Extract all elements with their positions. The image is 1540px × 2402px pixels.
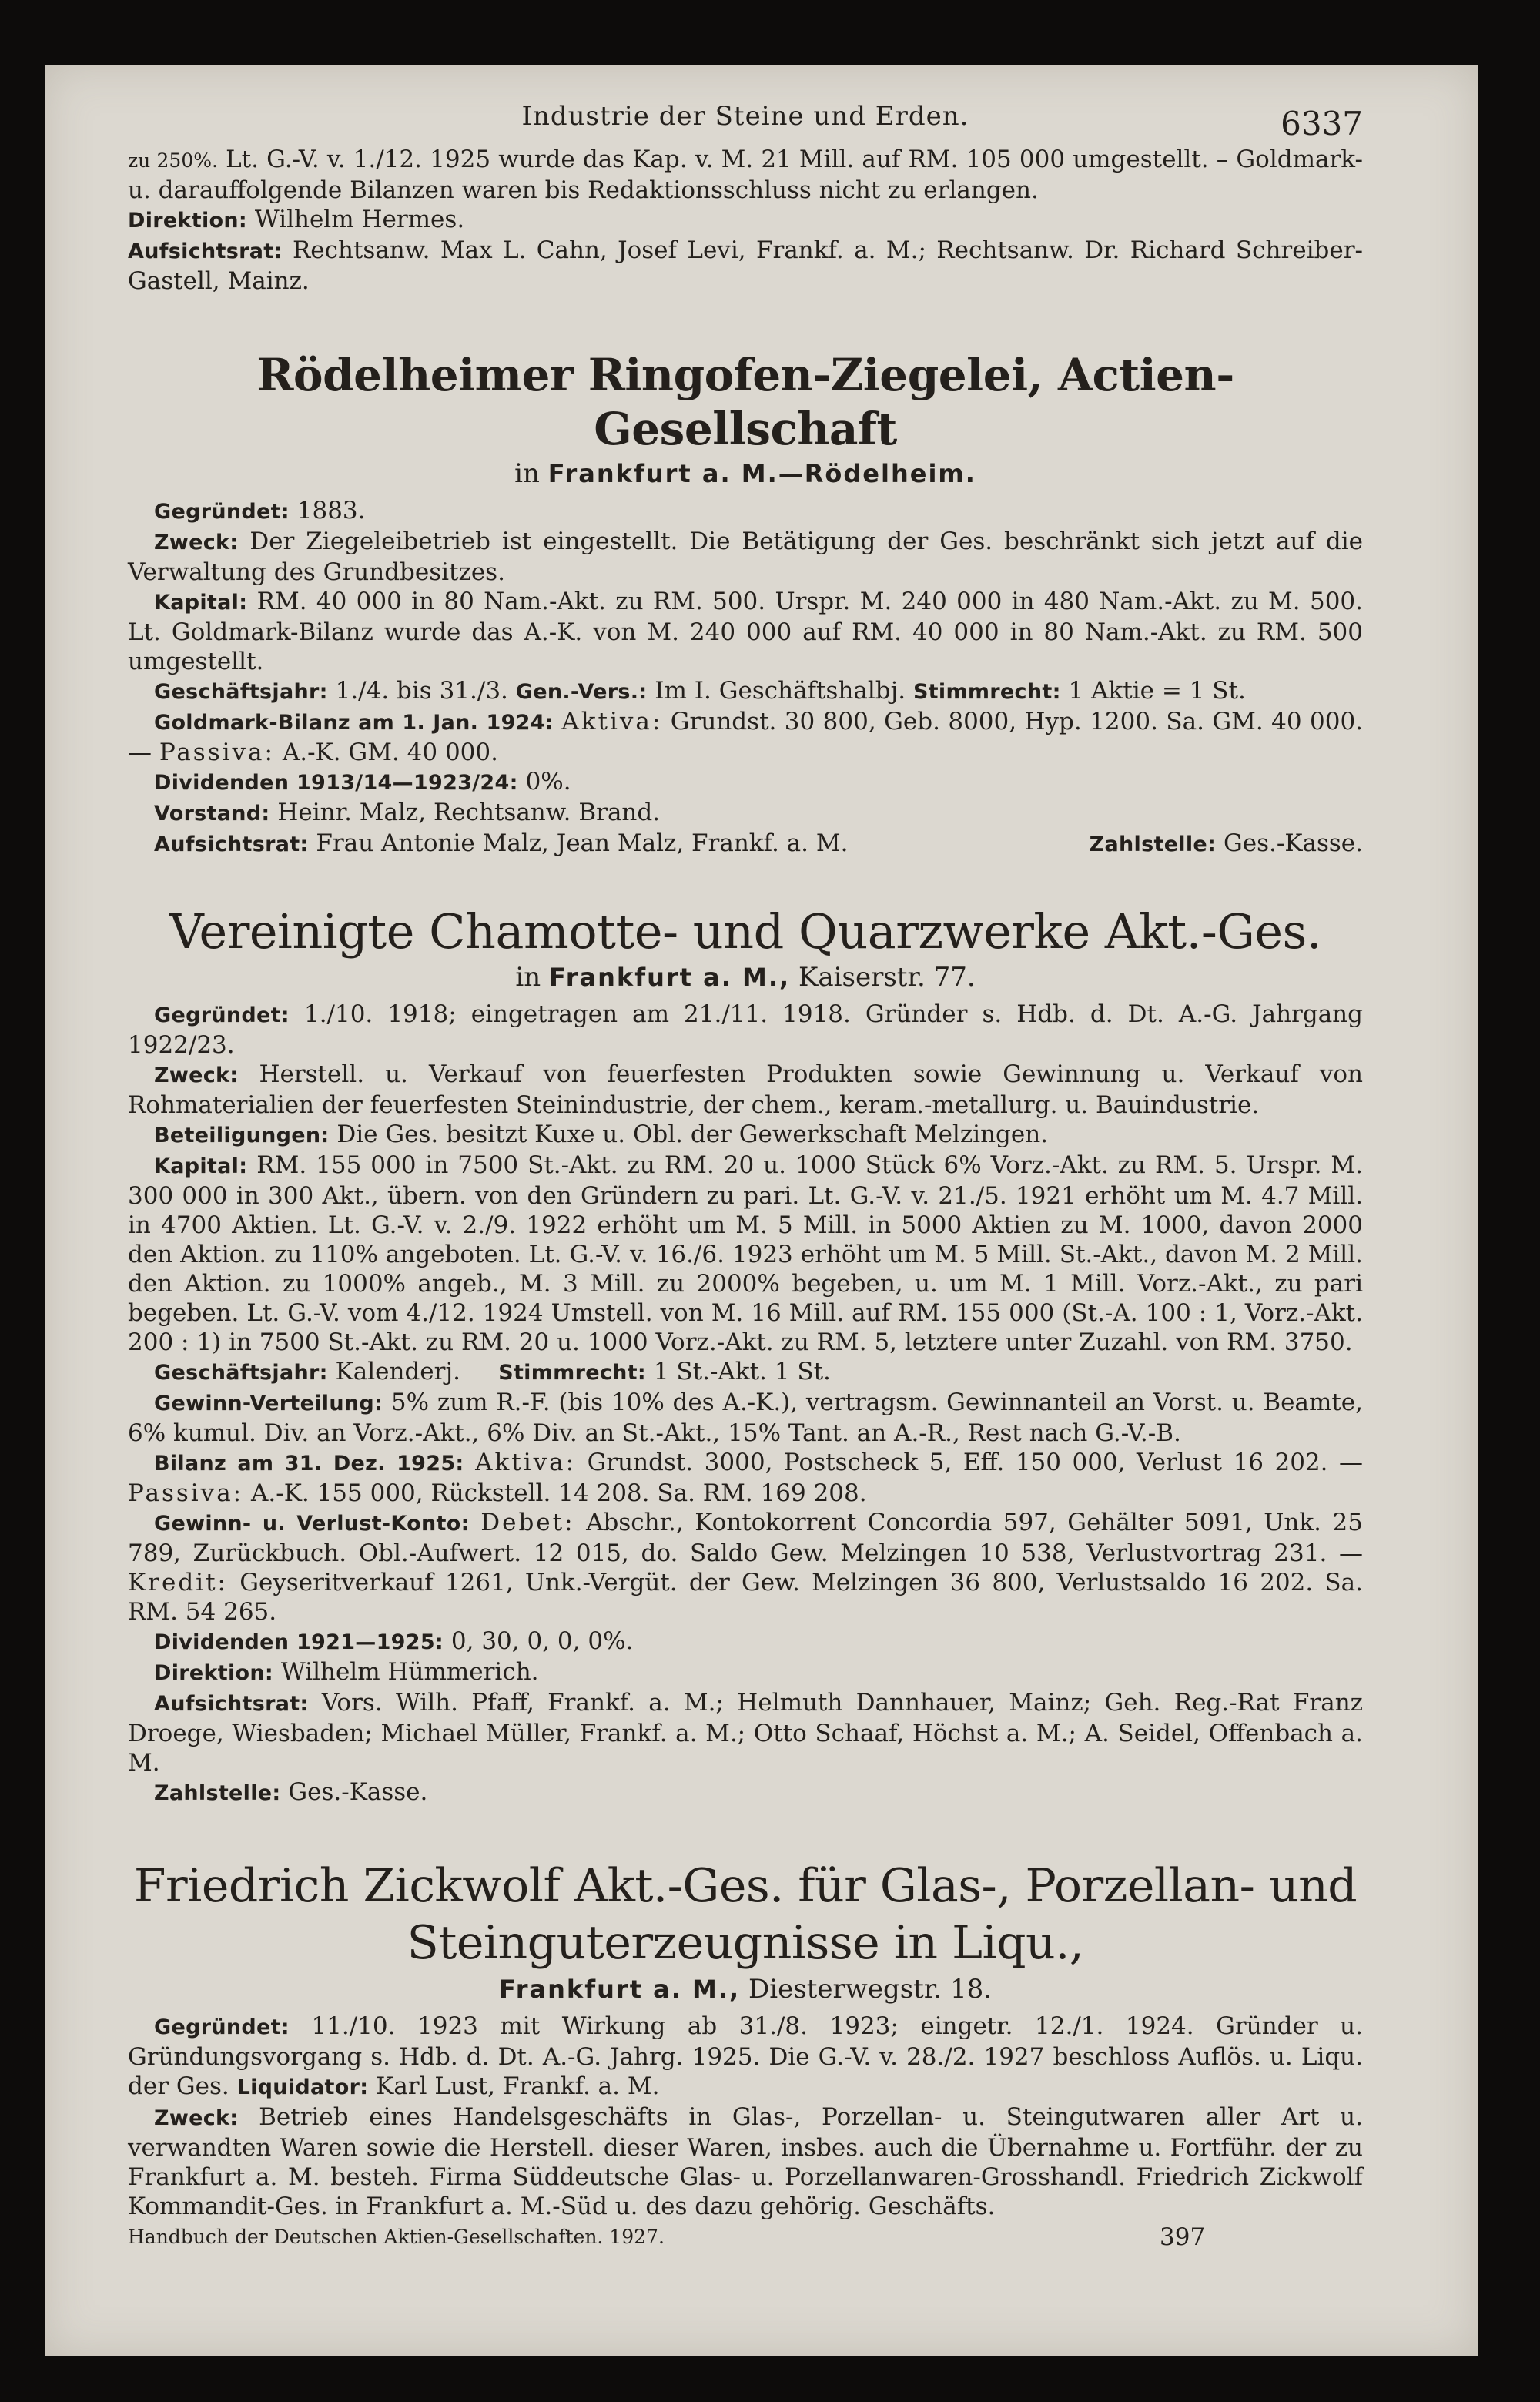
- zahlstelle-text: Zahlstelle: Ges.-Kasse.: [1089, 829, 1363, 857]
- page: [45, 65, 1478, 2356]
- gegruendet-line: Gegründet: 1./10. 1918; eingetragen am 21./11. 1918. Gründer s. Hdb. d. Dt. A.-G. Jahrgang 1922/23.: [128, 1000, 1363, 1059]
- aufsichtsrat-zahlstelle-line: [128, 829, 1363, 859]
- company-title: Vereinigte Chamotte- und Quarzwerke Akt.-Ges.: [169, 903, 1322, 960]
- company-title: [128, 1858, 1363, 1972]
- content-column: [128, 99, 1363, 2253]
- entry-zickwolf: [128, 1858, 1363, 2221]
- page-number: 6337: [1281, 105, 1363, 142]
- gegruendet-line: Gegründet: 1883.: [154, 497, 366, 524]
- zweck-line: Zweck: Betrieb eines Handelsgeschäfts in Glas-, Porzellan- u. Steingutwaren aller Art u. verwandten Waren sowie die Herstell. dieser Waren, insbes. auch die Übernahme u. Fortführ. der zu Frankfurt a. M. besteh. Firma Süddeutsche Glas- u. Porzellanwaren-Grosshandl. Friedrich Zickwolf Kommandit-Ges. in Frankfurt a. M.-Süd u. des dazu gehörig. Geschäfts.: [128, 2103, 1364, 2220]
- dividenden-line: Dividenden 1921—1925: 0, 30, 0, 0, 0%.: [154, 1627, 634, 1655]
- beteiligungen-line: Beteiligungen: Die Ges. besitzt Kuxe u. Obl. der Gewerkschaft Melzingen.: [154, 1121, 1049, 1148]
- zweck-line: Zweck: Herstell. u. Verkauf von feuerfesten Produkten sowie Gewinnung u. Verkauf von Rohmaterialien der feuerfesten Steinindustrie, der chem., keram.-metallurg. u. Bauindustrie.: [128, 1060, 1363, 1119]
- previous-entry-tail: [128, 145, 1363, 296]
- aufsichtsrat-line: Aufsichtsrat: Vors. Wilh. Pfaff, Frankf. a. M.; Helmuth Dannhauer, Mainz; Geh. Reg.-Rat Franz Droege, Wiesbaden; Michael Müller, Frankf. a. M.; Otto Schaaf, Höchst a. M.; A. Seidel, Offenbach a. M.: [128, 1689, 1364, 1777]
- zweck-line: Zweck: Der Ziegeleibetrieb ist eingestellt. Die Betätigung der Ges. beschränkt sich jetzt auf die Verwaltung des Grundbesitzes.: [128, 528, 1363, 586]
- company-location: Frankfurt a. M., Diesterwegstr. 18.: [498, 1974, 993, 2005]
- running-header: [128, 99, 1363, 145]
- geschaeftsjahr-line: Geschäftsjahr: Kalenderj. Stimmrecht: 1 St.-Akt. 1 St.: [154, 1358, 831, 1385]
- gegruendet-line: Gegründet: 11./10. 1923 mit Wirkung ab 31./8. 1923; eingetr. 12./1. 1924. Gründer u. Gründungsvorgang s. Hdb. d. Dt. A.-G. Jahrg. 1925. Die G.-V. v. 28./2. 1927 beschloss Auflös. u. Liqu. der Ges. Liquidator: Karl Lust, Frankf. a. M.: [128, 2012, 1364, 2100]
- footer-source: Handbuch der Deutschen Aktien-Gesellschaften. 1927.: [128, 2226, 665, 2248]
- geschaeftsjahr-line: Geschäftsjahr: 1./4. bis 31./3. Gen.-Vers.: Im I. Geschäftshalbj. Stimmrecht: 1 Aktie = 1 St.: [154, 677, 1246, 705]
- aufsichtsrat-line: Aufsichtsrat: Rechtsanw. Max L. Cahn, Josef Levi, Frankf. a. M.; Rechtsanw. Dr. Richard Schreiber-Gastell, Mainz.: [128, 236, 1363, 295]
- bilanz-line: Bilanz am 31. Dez. 1925: Aktiva: Grundst. 3000, Postscheck 5, Eff. 150 000, Verlust 16 202. — Passiva: A.-K. 155 000, Rückstell. 14 208. Sa. RM. 169 208.: [128, 1449, 1364, 1507]
- page-footer: [128, 2223, 1363, 2253]
- running-title: Industrie der Steine und Erden.: [521, 101, 969, 132]
- company-title-line1: Friedrich Zickwolf Akt.-Ges. für Glas-, Porzellan- und: [133, 1859, 1358, 1913]
- gewinnverteilung-line: Gewinn-Verteilung: 5% zum R.-F. (bis 10% des A.-K.), vertragsm. Gewinnanteil an Vorst. u. Beamte, 6% kumul. Div. an Vorz.-Akt., 6% Div. an St.-Akt., 15% Tant. an A.-R., Rest nach G.-V.-B.: [128, 1389, 1363, 1447]
- zahlstelle-line: Zahlstelle: Ges.-Kasse.: [154, 1778, 428, 1806]
- aufsichtsrat-text: Aufsichtsrat: Frau Antonie Malz, Jean Malz, Frankf. a. M.: [154, 829, 849, 857]
- kapital-line: Kapital: RM. 155 000 in 7500 St.-Akt. zu RM. 20 u. 1000 Stück 6% Vorz.-Akt. zu RM. 5. Urspr. M. 300 000 in 300 Akt., übern. von den Gründern zu pari. Lt. G.-V. v. 21./5. 1921 erhöht um M. 4.7 Mill. in 4700 Aktien. Lt. G.-V. v. 2./9. 1922 erhöht um M. 5 Mill. in 5000 Aktien zu M. 1000, davon 2000 den Aktion. zu 110% angeboten. Lt. G.-V. v. 16./6. 1923 erhöht um M. 5 Mill. St.-Akt., davon M. 2 Mill. den Aktion. zu 1000% angeb., M. 3 Mill. zu 2000% begeben, u. um M. 1 Mill. Vorz.-Akt., zu pari begeben. Lt. G.-V. vom 4./12. 1924 Umstell. von M. 16 Mill. auf RM. 155 000 (St.-A. 100 : 1, Vorz.-Akt. 200 : 1) in 7500 St.-Akt. zu RM. 20 u. 1000 Vorz.-Akt. zu RM. 5, letztere unter Zuzahl. von RM. 3750.: [128, 1151, 1363, 1356]
- company-location: in Frankfurt a. M., Kaiserstr. 77.: [515, 962, 976, 993]
- bilanz-line: Goldmark-Bilanz am 1. Jan. 1924: Aktiva: Grundst. 30 800, Geb. 8000, Hyp. 1200. Sa. GM. 40 000. — Passiva: A.-K. GM. 40 000.: [128, 708, 1364, 766]
- capital-note: zu 250%. Lt. G.-V. v. 1./12. 1925 wurde das Kap. v. M. 21 Mill. auf RM. 105 000 umgestellt. – Goldmark- u. darauffolgende Bilanzen waren bis Redaktionsschluss nicht zu erlangen.: [128, 146, 1364, 204]
- entry-chamotte-quarzwerke: [128, 904, 1363, 1808]
- guv-line: Gewinn- u. Verlust-Konto: Debet: Abschr., Kontokorrent Concordia 597, Gehälter 5091, Unk. 25 789, Zurückbuch. Obl.-Aufwert. 12 015, do. Saldo Gew. Melzingen 10 538, Verlustvortrag 231. — Kredit: Geyseritverkauf 1261, Unk.-Vergüt. der Gew. Melzingen 36 800, Verlustsaldo 16 202. Sa. RM. 54 265.: [128, 1509, 1363, 1626]
- kapital-line: Kapital: RM. 40 000 in 80 Nam.-Akt. zu RM. 500. Urspr. M. 240 000 in 480 Nam.-Akt. zu M. 500. Lt. Goldmark-Bilanz wurde das A.-K. von M. 240 000 auf RM. 40 000 in 80 Nam.-Akt. zu RM. 500 umgestellt.: [128, 588, 1363, 675]
- company-title-line2: Steinguterzeugnisse in Liqu.,: [407, 1916, 1084, 1970]
- footer-signature: 397: [1160, 2223, 1206, 2251]
- dividenden-line: Dividenden 1913/14—1923/24: 0%.: [154, 768, 571, 796]
- vorstand-line: Vorstand: Heinr. Malz, Rechtsanw. Brand.: [154, 799, 661, 826]
- direktion-line: Direktion: Wilhelm Hermes.: [128, 206, 465, 233]
- entry-roedelheimer: [128, 348, 1363, 859]
- company-location: in Frankfurt a. M.—Rödelheim.: [514, 458, 976, 489]
- company-title: Rödelheimer Ringofen-Ziegelei, Actien-Gesellschaft: [256, 349, 1234, 455]
- direktion-line: Direktion: Wilhelm Hümmerich.: [154, 1658, 539, 1686]
